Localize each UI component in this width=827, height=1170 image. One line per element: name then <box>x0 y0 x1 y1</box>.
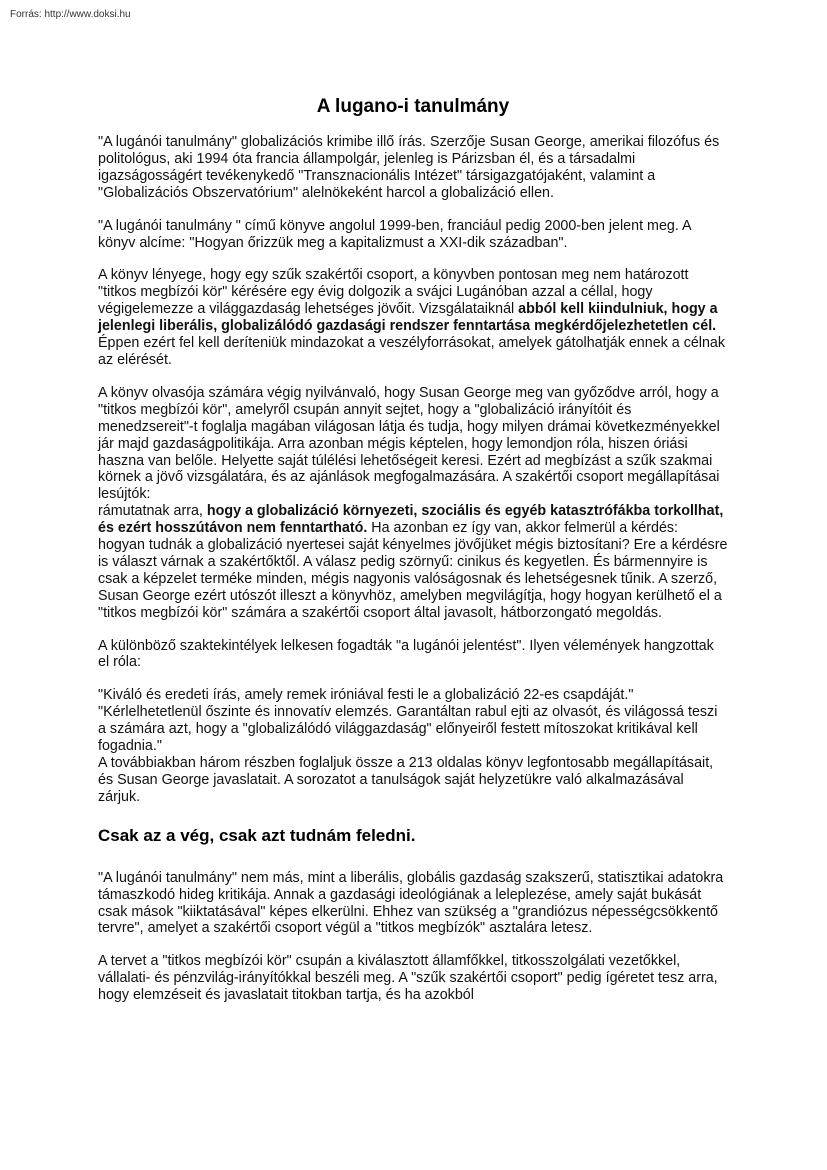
paragraph-critique: "A lugánói tanulmány" nem más, mint a liberális, globális gazdaság szakszerű, statisztikai adatokra támaszkodó hideg kritikája. Annak a gazdasági ideológiának a leleplezése, amely saját bukását csak mások "kiiktatásával" képes elkerülni. Ehhez van szükség a "grandiózus népességcsökkentő tervre", amelyet a szakértői csoport végül a "titkos megbízók" asztalára letesz. <box>98 869 724 937</box>
quote-2: "Kérlelhetetlenül őszinte és innovatív elemzés. Garantáltan rabul ejti az olvasót, és világossá teszi a számára azt, hogy a "globalizálódó világgazdaság" előnyeiről festett mítoszokat kritikával kell fogadnia." <box>98 704 718 755</box>
page-title: A lugano-i tanulmány <box>316 96 510 117</box>
text-run: Éppen ezért fel kell deríteniük mindazokat a veszélyforrásokat, amelyek gátolhatják ennek a célnak az elérését. <box>98 335 726 368</box>
paragraph-plan: A tervet a "titkos megbízói kör" csupán a kiválasztott államfőkkel, titkosszolgálati vezetőkkel, vállalati- és pénzvilág-irányítókkal beszéli meg. A "szűk szakértői csoport" pedig ígéretet tesz arra, hogy elemzéseit és javaslatait titokban tartja, és ha azokból <box>98 953 718 1004</box>
paragraph-publication: "A lugánói tanulmány " című könyve angolul 1999-ben, franciául pedig 2000-ben jelent meg. A könyv alcíme: "Hogyan őrizzük meg a kapitalizmust a XXI-dik században". <box>98 217 691 251</box>
section-heading: Csak az a vég, csak azt tudnám feledni. <box>98 825 416 845</box>
paragraph-series: A továbbiakban három részben foglaljuk össze a 213 oldalas könyv legfontosabb megállapításait, és Susan George javaslatait. A sorozatot a tanulságok saját helyzetükre való alkalmazásával zárjuk. <box>98 755 714 805</box>
source-note: Forrás: http://www.doksi.hu <box>10 9 131 20</box>
paragraph-reader <box>98 385 728 622</box>
bold-text-run: abból kell kiindulniuk, hogy a jelenlegi liberális, globalizálódó gazdasági rendszer fenntartása megkérdőjelezhetetlen cél. <box>98 301 718 335</box>
paragraph-reviews: A különböző szaktekintélyek lelkesen fogadták "a lugánói jelentést". Ilyen vélemények hangzottak el róla: <box>98 637 714 671</box>
text-run: rámutatnak arra, <box>98 503 207 520</box>
text-run: A könyv lényege, hogy egy szűk szakértői csoport, a könyvben pontosan meg nem határozott "titkos megbízói kör" kérésére egy évig dolgozik a svájci Lugánóban azzal a céllal, hogy végigelemezze a világgazdaság lehetséges jövőit. Vizsgálataiknál <box>98 267 689 318</box>
paragraph-intro: "A lugánói tanulmány" globalizációs krimibe illő írás. Szerzője Susan George, amerikai filozófus és politológus, aki 1994 óta francia állampolgár, jelenleg is Párizsban él, és a társadalmi igazságosságért tevékenykedő "Transznacionális Intézet" társigazgatójaként, valamint a "Globalizációs Obszervatórium" alelnökeként harcol a globalizáció ellen. <box>98 134 720 201</box>
text-run: A könyv olvasója számára végig nyilvánvaló, hogy Susan George meg van győződve arról, hogy a "titkos megbízói kör", amelyről csupán annyit sejtet, hogy a "globalizáció irányítóit és menedzsereit"-t foglalja magában világosan látja és tudja, hogy milyen drámai következményekkel jár majd gazdaságpolitikája. Arra azonban mégis képtelen, hogy lemondjon róla, hiszen óriási haszna van belőle. Helyette saját túlélési lehetőségeit keresi. Ezért ad megbízást a szűk szakmai körnek a jövő vizsgálatára, és az ajánlások megfogalmazására. A szakértői csoport megállapításai lesújtók: <box>98 384 720 503</box>
paragraph-essence <box>98 267 728 368</box>
text-run: Ha azonban ez így van, akkor felmerül a kérdés: hogyan tudnák a globalizáció nyertesei saját kényelmes jövőjüket mégis biztosítani? Ere a kérdésre is választ várnak a szakértőktől. A válasz pedig szörnyű: cinikus és kegyetlen. És bármennyire is csak a képzelet terméke minden, mégis nagyonis valóságosnak és lehetségesnek tűnik. A szerző, Susan George ezért utószót illeszt a könyvhöz, amelyben megvilágítja, hogy hogyan kerülhető el a "titkos megbízói kör" számára a szakértői csoport által javasolt, hátborzongató megoldás. <box>98 520 728 621</box>
quote-1: "Kiváló és eredeti írás, amely remek iróniával festi le a globalizáció 22-es csapdáját." <box>98 687 634 704</box>
document-body <box>98 134 728 1020</box>
bold-text-run: hogy a globalizáció környezeti, szociális és egyéb katasztrófákba torkollhat, és ezért hosszútávon nem fenntartható. <box>98 503 724 537</box>
